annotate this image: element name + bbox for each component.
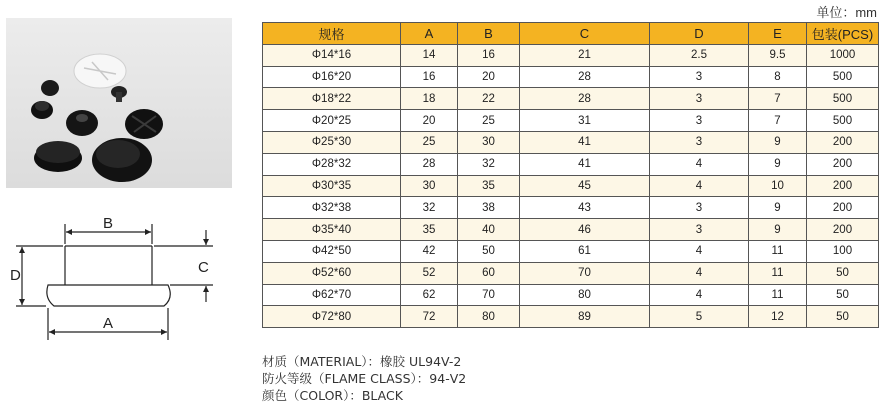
table-cell: Φ30*35: [263, 175, 401, 197]
table-cell: Φ72*80: [263, 306, 401, 328]
table-cell: 25: [458, 110, 520, 132]
table-row: [263, 197, 879, 219]
table-cell: 61: [520, 240, 650, 262]
table-cell: 35: [401, 219, 458, 241]
material-line: 材质（MATERIAL）：橡胶 UL94V-2: [262, 354, 462, 369]
table-cell: 80: [520, 284, 650, 306]
table-cell: 3: [650, 110, 749, 132]
table-cell: Φ20*25: [263, 110, 401, 132]
table-cell: 62: [401, 284, 458, 306]
table-row: [263, 44, 879, 66]
header-e: E: [749, 23, 807, 45]
label-d: D: [10, 267, 21, 284]
header-packaging: 包装(PCS): [807, 23, 879, 45]
table-cell: 4: [650, 153, 749, 175]
table-cell: 7: [749, 110, 807, 132]
table-header-row: [263, 23, 879, 45]
table-cell: 16: [458, 44, 520, 66]
table-cell: 25: [401, 131, 458, 153]
product-photo: [6, 18, 232, 188]
table-cell: 9: [749, 219, 807, 241]
table-cell: 4: [650, 284, 749, 306]
table-row: [263, 131, 879, 153]
table-cell: 38: [458, 197, 520, 219]
table-row: [263, 110, 879, 132]
color-line: 颜色（COLOR）：BLACK: [262, 388, 403, 403]
table-cell: 4: [650, 175, 749, 197]
table-cell: 22: [458, 88, 520, 110]
table-cell: 52: [401, 262, 458, 284]
table-cell: 21: [520, 44, 650, 66]
table-cell: 60: [458, 262, 520, 284]
table-cell: 3: [650, 131, 749, 153]
header-c: C: [520, 23, 650, 45]
table-cell: 200: [807, 153, 879, 175]
table-cell: Φ14*16: [263, 44, 401, 66]
material-notes: [262, 353, 466, 404]
table-cell: Φ35*40: [263, 219, 401, 241]
table-cell: Φ62*70: [263, 284, 401, 306]
table-cell: 35: [458, 175, 520, 197]
spec-table: [262, 22, 879, 328]
table-cell: 28: [401, 153, 458, 175]
table-cell: 46: [520, 219, 650, 241]
table-cell: 100: [807, 240, 879, 262]
table-cell: Φ25*30: [263, 131, 401, 153]
label-a: A: [102, 315, 114, 332]
table-cell: 500: [807, 88, 879, 110]
table-row: [263, 262, 879, 284]
table-cell: 11: [749, 240, 807, 262]
table-cell: 3: [650, 197, 749, 219]
table-cell: 20: [458, 66, 520, 88]
unit-label: 单位：mm: [816, 5, 877, 20]
table-cell: 18: [401, 88, 458, 110]
table-cell: 500: [807, 110, 879, 132]
table-row: [263, 284, 879, 306]
table-row: [263, 153, 879, 175]
table-cell: 80: [458, 306, 520, 328]
table-cell: Φ52*60: [263, 262, 401, 284]
header-spec: 规格: [263, 23, 401, 45]
table-cell: Φ16*20: [263, 66, 401, 88]
table-cell: 40: [458, 219, 520, 241]
table-cell: 50: [807, 284, 879, 306]
table-cell: 30: [458, 131, 520, 153]
table-cell: 200: [807, 175, 879, 197]
table-cell: 10: [749, 175, 807, 197]
table-cell: 41: [520, 153, 650, 175]
table-cell: 9: [749, 153, 807, 175]
table-cell: 3: [650, 66, 749, 88]
table-cell: 9: [749, 131, 807, 153]
table-cell: 32: [401, 197, 458, 219]
label-b: B: [102, 215, 114, 232]
table-cell: 32: [458, 153, 520, 175]
table-cell: 50: [807, 262, 879, 284]
table-cell: 50: [807, 306, 879, 328]
table-cell: 45: [520, 175, 650, 197]
table-cell: 30: [401, 175, 458, 197]
header-a: A: [401, 23, 458, 45]
header-d: D: [650, 23, 749, 45]
table-row: [263, 240, 879, 262]
table-cell: 72: [401, 306, 458, 328]
table-row: [263, 66, 879, 88]
table-cell: Φ18*22: [263, 88, 401, 110]
table-row: [263, 219, 879, 241]
table-cell: 500: [807, 66, 879, 88]
table-cell: 4: [650, 240, 749, 262]
table-cell: 11: [749, 284, 807, 306]
table-cell: 14: [401, 44, 458, 66]
table-cell: 7: [749, 88, 807, 110]
table-cell: 42: [401, 240, 458, 262]
table-cell: Φ42*50: [263, 240, 401, 262]
table-cell: 31: [520, 110, 650, 132]
table-cell: 3: [650, 219, 749, 241]
table-cell: 70: [520, 262, 650, 284]
table-cell: 28: [520, 66, 650, 88]
table-row: [263, 175, 879, 197]
table-cell: 41: [520, 131, 650, 153]
table-cell: 9.5: [749, 44, 807, 66]
table-cell: 200: [807, 197, 879, 219]
table-cell: 4: [650, 262, 749, 284]
table-cell: 16: [401, 66, 458, 88]
header-b: B: [458, 23, 520, 45]
table-cell: 43: [520, 197, 650, 219]
table-cell: 11: [749, 262, 807, 284]
table-cell: 3: [650, 88, 749, 110]
table-cell: 20: [401, 110, 458, 132]
flame-class-line: 防火等级（FLAME CLASS）：94-V2: [262, 371, 467, 386]
table-cell: 70: [458, 284, 520, 306]
table-cell: 200: [807, 131, 879, 153]
table-cell: 8: [749, 66, 807, 88]
table-cell: 9: [749, 197, 807, 219]
table-cell: 12: [749, 306, 807, 328]
table-cell: Φ32*38: [263, 197, 401, 219]
table-cell: 200: [807, 219, 879, 241]
table-row: [263, 88, 879, 110]
table-cell: 28: [520, 88, 650, 110]
table-cell: Φ28*32: [263, 153, 401, 175]
table-cell: 5: [650, 306, 749, 328]
table-cell: 50: [458, 240, 520, 262]
table-cell: 89: [520, 306, 650, 328]
table-row: [263, 306, 879, 328]
label-c: C: [198, 259, 209, 276]
dimension-diagram: [8, 210, 230, 348]
table-cell: 2.5: [650, 44, 749, 66]
table-cell: 1000: [807, 44, 879, 66]
